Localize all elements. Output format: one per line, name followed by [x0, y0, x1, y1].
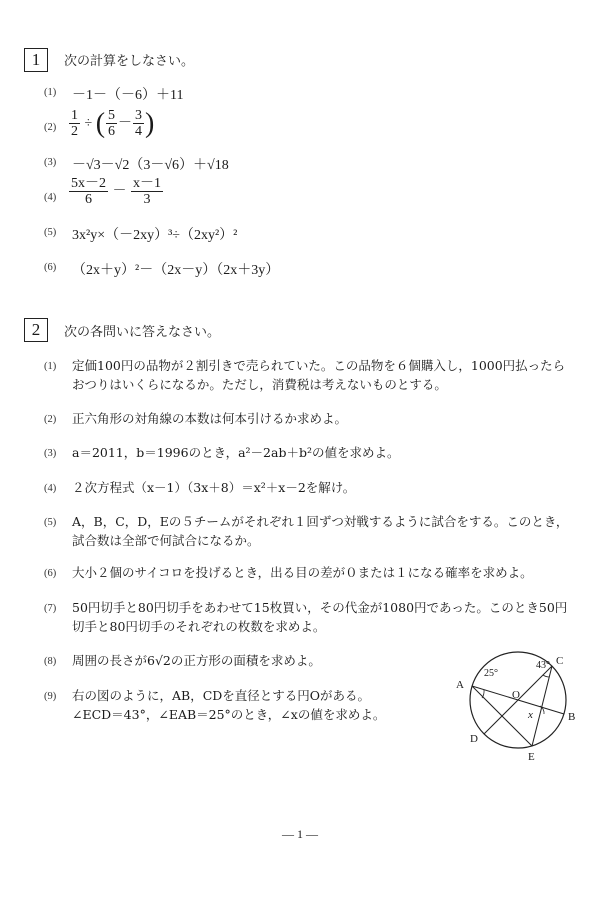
q2-4-label: (4) — [44, 483, 57, 494]
q2-9-text: 右の図のように，AB，CDを直径とする円Oがある。 ∠ECD＝43°，∠EAB＝25°のとき，∠xの値を求めよ。 — [72, 688, 386, 723]
q2-5-label: (5) — [44, 517, 57, 528]
q1-5-expression: 3x²y×（－2xy）³÷（2xy²）² — [72, 228, 238, 243]
q2-6-label: (6) — [44, 568, 57, 579]
label-b: B — [568, 711, 576, 723]
label-d: D — [470, 733, 478, 745]
q1-3-expression: －√3－√2（3－√6）＋√18 — [72, 158, 229, 173]
page-number: — 1 — — [282, 827, 318, 841]
q2-2-text: 正六角形の対角線の本数は何本引けるか求めよ。 — [72, 411, 348, 426]
q2-3-label: (3) — [44, 448, 57, 459]
q2-1-text: 定価100円の品物が２割引きで売られていた。この品物を６個購入し，1000円払ったら おつりはいくらになるか。ただし，消費税は考えないものとする。 — [72, 358, 566, 393]
q2-4-text: ２次方程式（x－1）（3x＋8）＝x²＋x－2を解け。 — [72, 480, 356, 495]
section-2-title: 次の各問いに答えなさい。 — [64, 325, 221, 340]
q1-2-expression: $\frac{1}{2}$ ÷ ( $\frac{5}{6}$ － $\frac{3}{4}$ ) — [71, 107, 155, 140]
angle-arc-c — [543, 675, 549, 677]
q2-5-text: A，B，C，D，Eの５チームがそれぞれ１回ずつ対戦するように試合をする。このとき， 試合数は全部で何試合になるか。 — [72, 514, 569, 549]
q2-3-text: a＝2011，b＝1996のとき，a²－2ab＋b²の値を求めよ。 — [72, 445, 400, 460]
q2-9-label: (9) — [44, 691, 57, 702]
label-x: x — [528, 709, 533, 721]
section-1-number: 1 — [24, 48, 48, 72]
section-1-title: 次の計算をしなさい。 — [64, 54, 195, 69]
q2-2-label: (2) — [44, 414, 57, 425]
q1-1-expression: －1－（－6）＋11 — [72, 88, 184, 103]
q1-4-label: (4) — [44, 192, 57, 203]
label-o: O — [512, 689, 520, 701]
chord-ce — [532, 666, 552, 746]
q2-8-label: (8) — [44, 656, 57, 667]
q2-1-label: (1) — [44, 361, 57, 372]
q2-7-text: 50円切手と80円切手をあわせて15枚買い，その代金が1080円であった。このとき50円 切手と80円切手のそれぞれの枚数を求めよ。 — [72, 600, 568, 635]
q1-2-label: (2) — [44, 122, 57, 133]
q1-1-label: (1) — [44, 87, 57, 98]
angle-43-label: 43° — [536, 660, 550, 671]
section-2-number: 2 — [24, 318, 48, 342]
q1-6-label: (6) — [44, 262, 57, 273]
q2-7-label: (7) — [44, 603, 57, 614]
circle-geometry-figure — [440, 650, 590, 765]
angle-25-label: 25° — [484, 668, 498, 679]
q2-8-text: 周囲の長さが6√2の正方形の面積を求めよ。 — [72, 653, 321, 668]
angle-arc-a — [482, 690, 484, 698]
q2-6-text: 大小２個のサイコロを投げるとき，出る目の差が０または１になる確率を求めよ。 — [72, 565, 533, 580]
label-a: A — [456, 679, 464, 691]
label-c: C — [556, 655, 564, 667]
q1-5-label: (5) — [44, 227, 57, 238]
q1-3-label: (3) — [44, 157, 57, 168]
label-e: E — [528, 751, 535, 763]
q1-4-expression: $\frac{5x-2}{6}$ － $\frac{x-1}{3}$ — [71, 176, 161, 208]
q1-6-expression: （2x＋y）²－（2x－y）（2x＋3y） — [72, 263, 280, 278]
